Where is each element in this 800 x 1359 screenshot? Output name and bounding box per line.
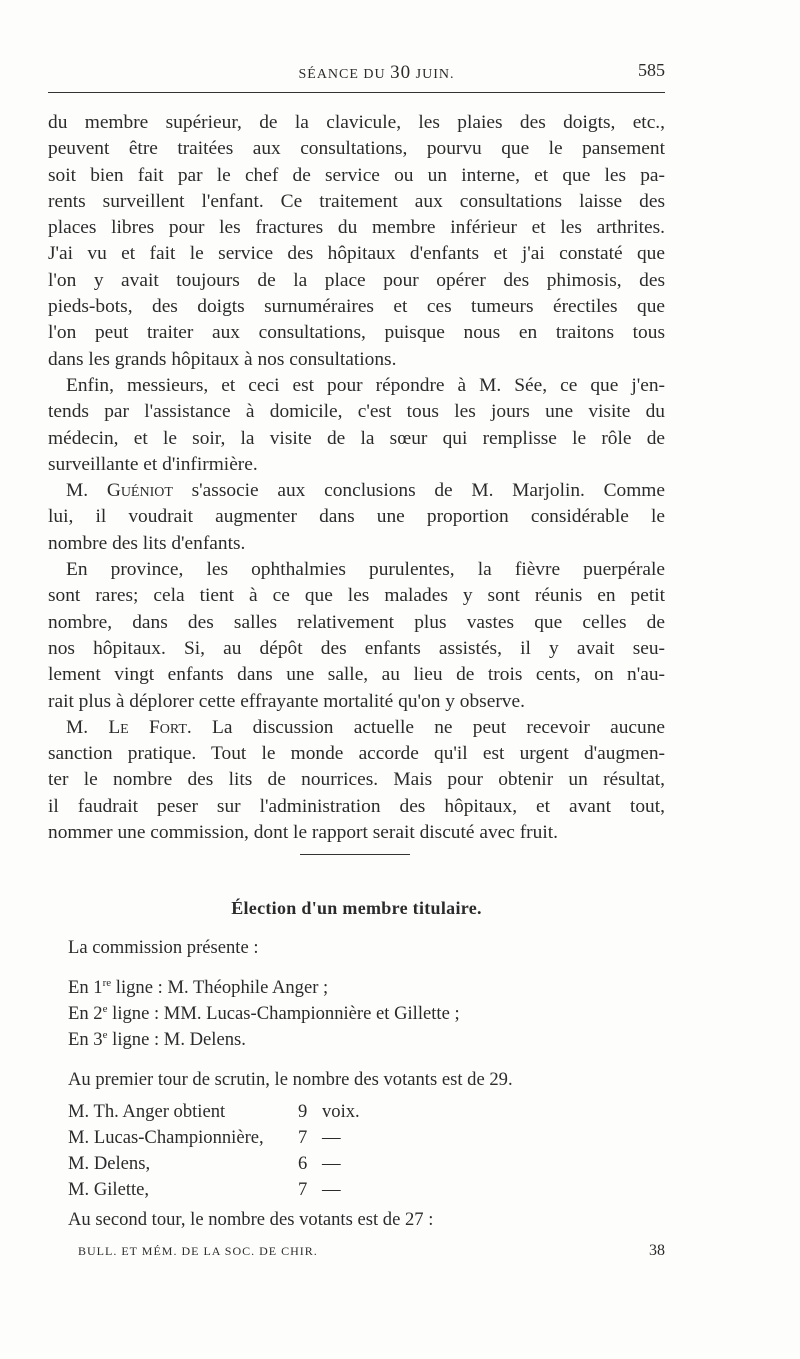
text-line: pieds-bots, des doigts surnuméraires et ces tumeurs érectiles que	[48, 296, 665, 318]
vote-candidate: M. Lucas-Championnière,	[68, 1127, 264, 1148]
paragraph-4	[48, 557, 665, 715]
vote-count: 9	[298, 1101, 308, 1122]
vote-unit: —	[322, 1153, 341, 1174]
text-fragment: . La discussion actuelle ne peut recevoir aucune	[186, 716, 666, 738]
text-line: surveillante et d'infirmière.	[48, 453, 258, 475]
vote-unit: voix.	[322, 1101, 360, 1122]
vote-row	[68, 1179, 341, 1201]
text-line: dans les grands hôpitaux à nos consultations.	[48, 348, 397, 370]
body-text	[48, 110, 665, 846]
vote-count: 7	[298, 1127, 308, 1148]
line-prefix: En 2	[68, 1003, 103, 1024]
header-title-suffix: JUIN.	[411, 67, 455, 82]
vote-row	[68, 1153, 341, 1175]
speaker-name: Guéniot	[106, 480, 173, 502]
text-line: l'on y avait toujours de la place pour opérer des phimosis, des	[48, 269, 665, 291]
text-line: rents surveillent l'enfant. Ce traitement aux consultations laisse des	[48, 190, 665, 212]
text-line: nos hôpitaux. Si, au dépôt des enfants assistés, il y avait seu-	[48, 637, 665, 659]
text-line: Enfin, messieurs, et ceci est pour répondre à M. Sée, ce que j'en-	[66, 374, 665, 396]
section-title: Élection d'un membre titulaire.	[231, 898, 482, 918]
running-header	[48, 60, 665, 84]
ordinal-sup: re	[102, 977, 112, 989]
second-round-text: Au second tour, le nombre des votants est de 27 :	[68, 1209, 434, 1230]
ordinal-sup: e	[102, 1003, 108, 1015]
text-line: soit bien fait par le chef de service ou un interne, et que les pa-	[48, 164, 665, 186]
text-fragment: s'associe aux conclusions de M. Marjolin. Comme	[172, 480, 665, 502]
paragraph-3	[48, 478, 665, 557]
header-title-day: 30	[390, 62, 412, 83]
ordinal-sup: e	[102, 1029, 108, 1041]
line-rest: ligne : M. Théophile Anger ;	[111, 977, 329, 998]
paragraph-2	[48, 373, 665, 478]
candidate-line-3	[68, 1029, 246, 1051]
vote-count: 7	[298, 1179, 308, 1200]
text-line: rait plus à déplorer cette effrayante mortalité qu'on y observe.	[48, 690, 525, 712]
vote-row	[68, 1127, 341, 1149]
paragraph-5	[48, 715, 665, 846]
section-divider	[300, 854, 410, 855]
vote-unit: —	[322, 1179, 341, 1200]
text-line: l'on peut traiter aux consultations, puisque nous en traitons tous	[48, 322, 665, 344]
candidate-line-1	[68, 977, 328, 999]
header-title	[48, 62, 665, 84]
text-line: nombre des lits d'enfants.	[48, 532, 246, 554]
text-line: il faudrait peser sur l'administration des hôpitaux, et avant tout,	[48, 795, 665, 817]
journal-title: BULL. ET MÉM. DE LA SOC. DE CHIR.	[78, 1244, 318, 1258]
vote-unit: —	[322, 1127, 341, 1148]
speaker-prefix: M.	[66, 480, 107, 502]
candidate-line-2	[68, 1003, 460, 1025]
text-line: sanction pratique. Tout le monde accorde qu'il est urgent d'augmen-	[48, 743, 665, 765]
text-line: places libres pour les fractures du membre inférieur et les arthrites.	[48, 217, 665, 239]
header-title-prefix: SÉANCE DU	[298, 67, 391, 82]
text-line: nommer une commission, dont le rapport serait discuté avec fruit.	[48, 822, 558, 844]
text-line	[48, 478, 665, 504]
text-line: lement vingt enfants dans une salle, au lieu de trois cents, on n'au-	[48, 664, 665, 686]
page-number: 585	[638, 60, 665, 80]
text-line: lui, il voudrait augmenter dans une proportion considérable le	[48, 506, 665, 528]
text-line: sont rares; cela tient à ce que les malades y sont réunis en petit	[48, 585, 665, 607]
vote-candidate: M. Th. Anger obtient	[68, 1101, 226, 1122]
vote-candidate: M. Gilette,	[68, 1179, 150, 1200]
vote-count: 6	[298, 1153, 308, 1174]
text-line: tends par l'assistance à domicile, c'est tous les jours une visite du	[48, 401, 665, 423]
line-rest: ligne : MM. Lucas-Championnière et Gillette ;	[107, 1003, 460, 1024]
text-line: ter le nombre des lits de nourrices. Mais pour obtenir un résultat,	[48, 769, 665, 791]
election-intro: La commission présente :	[68, 937, 259, 958]
speaker-prefix: M.	[66, 716, 109, 738]
vote-candidate: M. Delens,	[68, 1153, 151, 1174]
text-line: En province, les ophthalmies purulentes, la fièvre puerpérale	[66, 559, 665, 581]
speaker-name: Le Fort	[108, 716, 187, 738]
text-line	[48, 715, 665, 741]
line-prefix: En 1	[68, 977, 103, 998]
line-prefix: En 3	[68, 1029, 103, 1050]
header-rule	[48, 92, 665, 93]
text-line: du membre supérieur, de la clavicule, les plaies des doigts, etc.,	[48, 112, 665, 133]
text-line: J'ai vu et fait le service des hôpitaux d'enfants et j'ai constaté que	[48, 243, 665, 265]
line-rest: ligne : M. Delens.	[107, 1029, 246, 1050]
page-footer	[78, 1242, 665, 1262]
text-line: peuvent être traitées aux consultations, pourvu que le pansement	[48, 138, 665, 160]
vote-row	[68, 1101, 360, 1123]
text-line: médecin, et le soir, la visite de la sœur qui remplisse le rôle de	[48, 427, 665, 449]
signature-mark: 38	[649, 1242, 665, 1259]
text-line: nombre, dans des salles relativement plus vastes que celles de	[48, 611, 665, 633]
paragraph-1	[48, 110, 665, 373]
first-round-text: Au premier tour de scrutin, le nombre des votants est de 29.	[68, 1069, 513, 1090]
